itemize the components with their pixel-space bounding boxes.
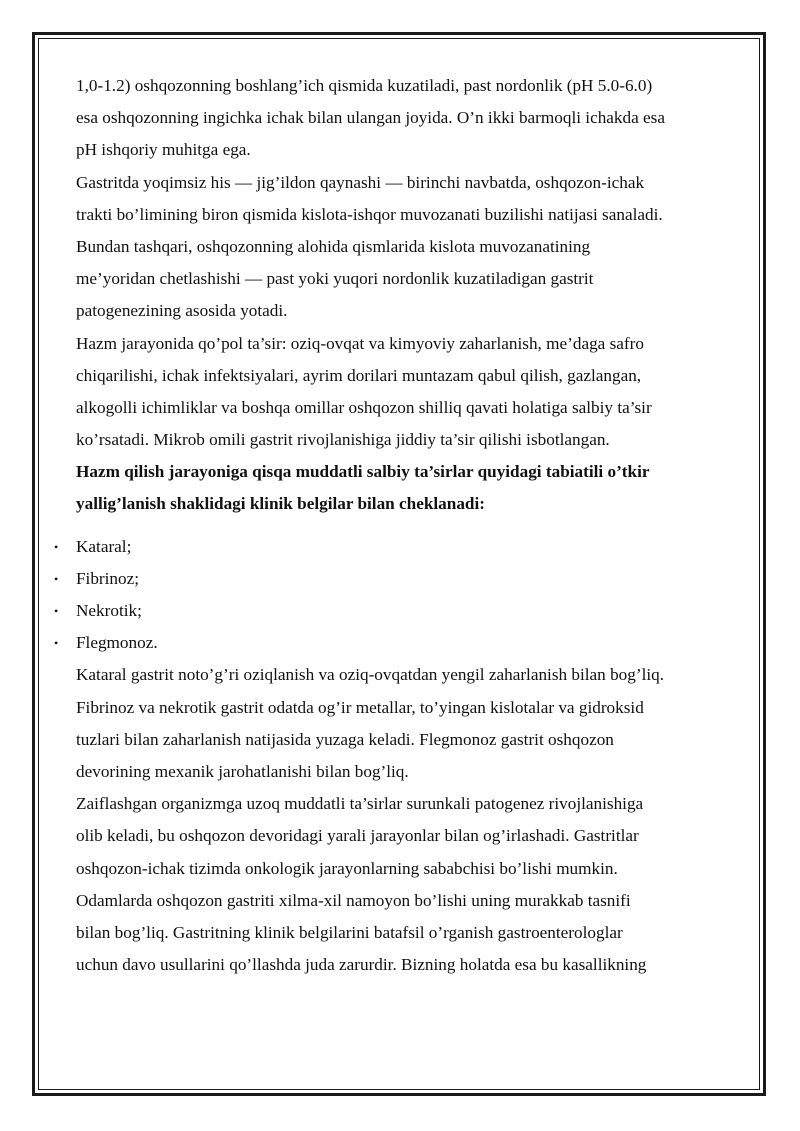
text-line: Kataral gastrit noto’g’ri oziqlanish va oziq-ovqatdan yengil zaharlanish bilan bog’liq. (76, 665, 665, 685)
paragraph-gastritis-heartburn (76, 167, 736, 328)
document-body (54, 70, 736, 981)
text-line: esa oshqozonning ingichka ichak bilan ulangan joyida. O’n ikki barmoqli ichakda esa (76, 108, 665, 128)
bullet-dot-icon: • (54, 539, 59, 554)
heading-line: Hazm qilish jarayoniga qisqa muddatli salbiy ta’sirlar quyidagi tabiatili o’tkir (76, 462, 650, 482)
list-item (54, 531, 736, 563)
text-line: Zaiflashgan organizmga uzoq muddatli ta’sirlar surunkali patogenez rivojlanishiga (76, 794, 644, 814)
bullet-list (54, 531, 736, 660)
list-item (54, 627, 736, 659)
text-line: 1,0-1.2) oshqozonning boshlang’ich qismida kuzatiladi, past nordonlik (pH 5.0-6.0) (76, 76, 653, 95)
list-item-label: Flegmonoz. (76, 633, 158, 653)
bullet-dot-icon: • (54, 571, 59, 586)
text-line: trakti bo’limining biron qismida kislota-ishqor muvozanati buzilishi natijasi sanaladi. (76, 204, 663, 224)
paragraph-digestion-impact (76, 328, 736, 457)
text-line: pH ishqoriy muhitga ega. (76, 140, 251, 160)
paragraph-gastritis-types (76, 659, 736, 788)
text-line: me’yoridan chetlashishi — past yoki yuqori nordonlik kuzatiladigan gastrit (76, 269, 594, 289)
list-item (54, 595, 736, 627)
text-line: ko’rsatadi. Mikrob omili gastrit rivojlanishiga jiddiy ta’sir qilishi isbotlangan. (76, 430, 610, 450)
text-line: alkogolli ichimliklar va boshqa omillar oshqozon shilliq qavati holatiga salbiy ta’sir (76, 397, 652, 417)
text-line: Gastritda yoqimsiz his — jig’ildon qaynashi — birinchi navbatda, oshqozon-ichak (76, 172, 645, 192)
bold-heading (76, 456, 736, 520)
text-line: olib keladi, bu oshqozon devoridagi yarali jarayonlar bilan og’irlashadi. Gastritlar (76, 826, 639, 846)
spacer (76, 521, 736, 531)
heading-line: yallig’lanish shaklidagi klinik belgilar bilan cheklanadi: (76, 494, 485, 514)
bullet-dot-icon: • (54, 636, 59, 651)
paragraph-chronic-effects (76, 788, 736, 981)
text-line: chiqarilishi, ichak infektsiyalari, ayrim dorilari muntazam qabul qilish, gazlangan, (76, 365, 642, 385)
text-line: bilan bog’liq. Gastritning klinik belgilarini batafsil o’rganish gastroenterologlar (76, 922, 623, 942)
text-line: Odamlarda oshqozon gastriti xilma-xil namoyon bo’lishi uning murakkab tasnifi (76, 890, 631, 910)
text-line: devorining mexanik jarohatlanishi bilan bog’liq. (76, 761, 409, 781)
text-line: tuzlari bilan zaharlanish natijasida yuzaga keladi. Flegmonoz gastrit oshqozon (76, 729, 614, 749)
text-line: oshqozon-ichak tizimda onkologik jarayonlarning sababchisi bo’lishi mumkin. (76, 858, 618, 878)
list-item (54, 563, 736, 595)
text-line: Fibrinoz va nekrotik gastrit odatda og’ir metallar, to’yingan kislotalar va gidroksid (76, 697, 644, 717)
list-item-label: Kataral; (76, 536, 132, 556)
list-item-label: Nekrotik; (76, 601, 142, 620)
text-line: Hazm jarayonida qo’pol ta’sir: oziq-ovqat va kimyoviy zaharlanish, me’daga safro (76, 333, 644, 353)
paragraph-ph-levels (76, 70, 736, 167)
text-line: Bundan tashqari, oshqozonning alohida qismlarida kislota muvozanatining (76, 236, 591, 256)
bullet-dot-icon: • (54, 604, 59, 618)
text-line: uchun davo usullarini qo’llashda juda zarurdir. Bizning holatda esa bu kasallikning (76, 955, 647, 975)
list-item-label: Fibrinoz; (76, 568, 140, 588)
text-line: patogenezining asosida yotadi. (76, 301, 288, 321)
